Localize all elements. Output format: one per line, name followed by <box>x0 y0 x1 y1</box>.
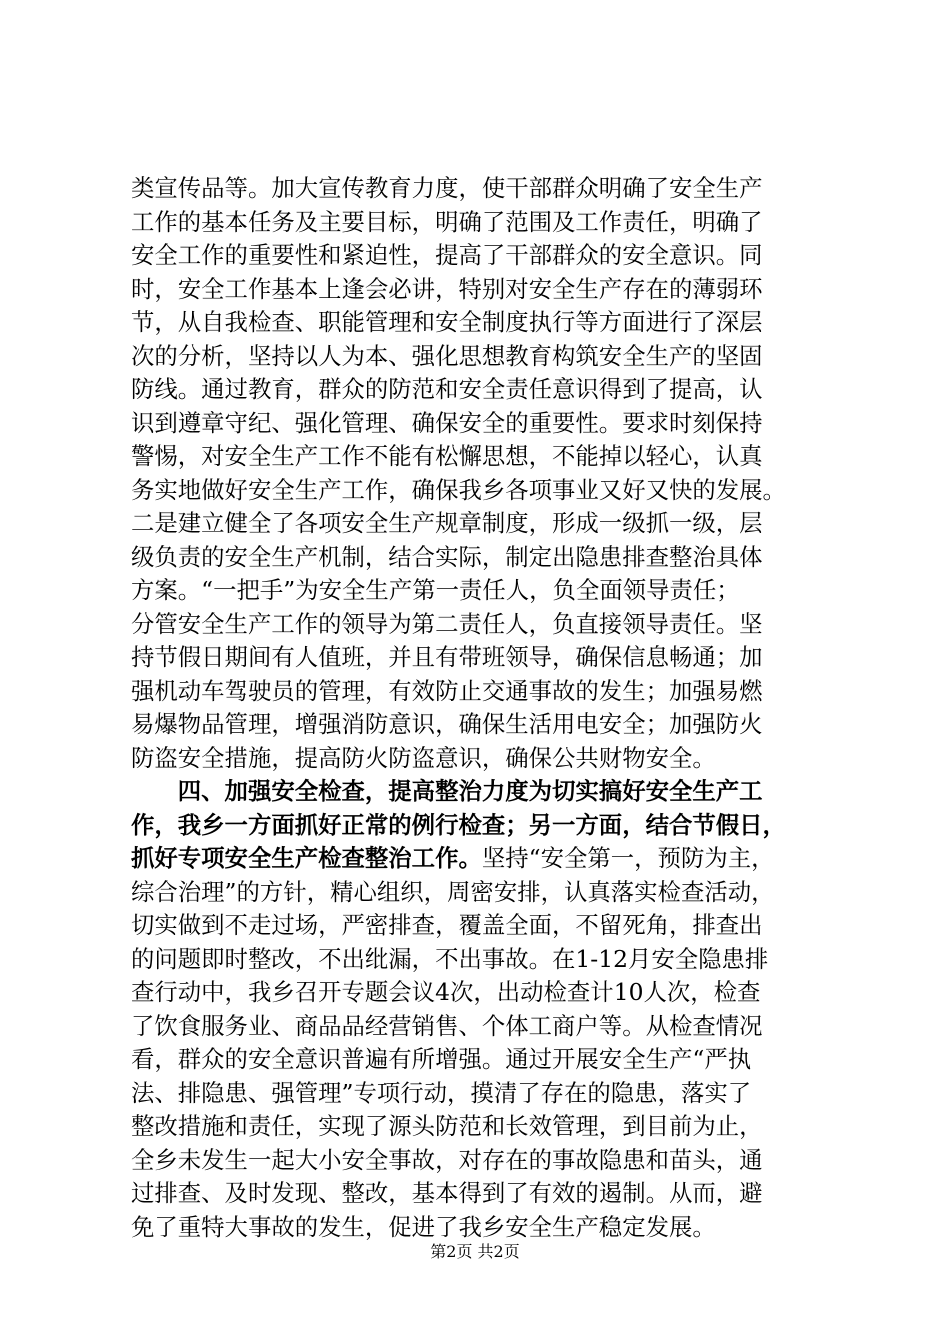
text-line: 级负责的安全生产机制，结合实际，制定出隐患排查整治具体 <box>131 542 763 571</box>
body-text <box>131 172 831 1244</box>
text-line: 易爆物品管理，增强消防意识，确保生活用电安全；加强防火 <box>131 710 763 738</box>
text-line: 类宣传品等。加大宣传教育力度，使干部群众明确了安全生产 <box>131 174 763 202</box>
text-line: 分管安全生产工作的领导为第二责任人，负直接领导责任。坚 <box>131 609 763 638</box>
text-line: 了饮食服务业、商品品经营销售、个体工商户等。从检查情况 <box>131 1011 763 1040</box>
text-line: 查行动中，我乡召开专题会议4次，出动检查计10人次，检查 <box>131 978 761 1006</box>
text-line: 法、排隐患、强管理”专项行动，摸清了存在的隐患，落实了 <box>131 1078 752 1107</box>
text-line: 务实地做好安全生产工作，确保我乡各项事业又好又快的发展。 <box>131 475 786 504</box>
text-line: 工作的基本任务及主要目标，明确了范围及工作责任，明确了 <box>131 207 763 236</box>
text-line: 综合治理”的方针，精心组织，周密安排，认真落实检查活动， <box>131 877 775 906</box>
text-line: 次的分析，坚持以人为本、强化思想教育构筑安全生产的坚固 <box>131 341 763 370</box>
text-line: 时，安全工作基本上逢会必讲，特别对安全生产存在的薄弱环 <box>131 274 763 303</box>
text-line <box>131 842 831 876</box>
section-heading-line: 作，我乡一方面抓好正常的例行检查；另一方面，结合节假日， <box>131 810 786 839</box>
text-line: 看，群众的安全意识普遍有所增强。通过开展安全生产“严执 <box>131 1045 752 1073</box>
text-line: 识到遵章守纪、强化管理、确保安全的重要性。要求时刻保持 <box>131 408 763 437</box>
page-footer: 第2页 共2页 <box>430 1242 520 1261</box>
text-segment: 坚持“安全第一，预防为主， <box>481 844 775 872</box>
text-line: 免了重特大事故的发生，促进了我乡安全生产稳定发展。 <box>131 1212 716 1241</box>
text-line: 二是建立健全了各项安全生产规章制度，形成一级抓一级，层 <box>131 509 763 537</box>
text-line: 切实做到不走过场，严密排查，覆盖全面，不留死角，排查出 <box>131 911 763 939</box>
text-line: 防盗安全措施，提高防火防盗意识，确保公共财物安全。 <box>131 743 716 772</box>
text-line: 过排查、及时发现、整改，基本得到了有效的遏制。从而，避 <box>131 1179 763 1207</box>
text-line: 安全工作的重要性和紧迫性，提高了干部群众的安全意识。同 <box>131 241 763 269</box>
section-heading-end: 抓好专项安全生产检查整治工作。 <box>131 844 482 872</box>
text-line: 全乡未发生一起大小安全事故，对存在的事故隐患和苗头，通 <box>131 1145 763 1174</box>
section-heading-line: 四、加强安全检查，提高整治力度为切实搞好安全生产工 <box>131 777 763 805</box>
text-line: 方案。“一把手”为安全生产第一责任人，负全面领导责任； <box>131 576 740 604</box>
text-line: 防线。通过教育，群众的防范和安全责任意识得到了提高，认 <box>131 375 763 403</box>
text-line: 强机动车驾驶员的管理，有效防止交通事故的发生；加强易燃 <box>131 676 763 705</box>
text-line: 节，从自我检查、职能管理和安全制度执行等方面进行了深层 <box>131 308 763 336</box>
text-line: 整改措施和责任，实现了源头防范和长效管理，到目前为止， <box>131 1112 763 1140</box>
text-line: 持节假日期间有人值班，并且有带班领导，确保信息畅通；加 <box>131 643 763 671</box>
text-line: 的问题即时整改，不出纰漏，不出事故。在1-12月安全隐患排 <box>131 944 769 973</box>
text-line: 警惕，对安全生产工作不能有松懈思想，不能掉以轻心，认真 <box>131 442 763 470</box>
